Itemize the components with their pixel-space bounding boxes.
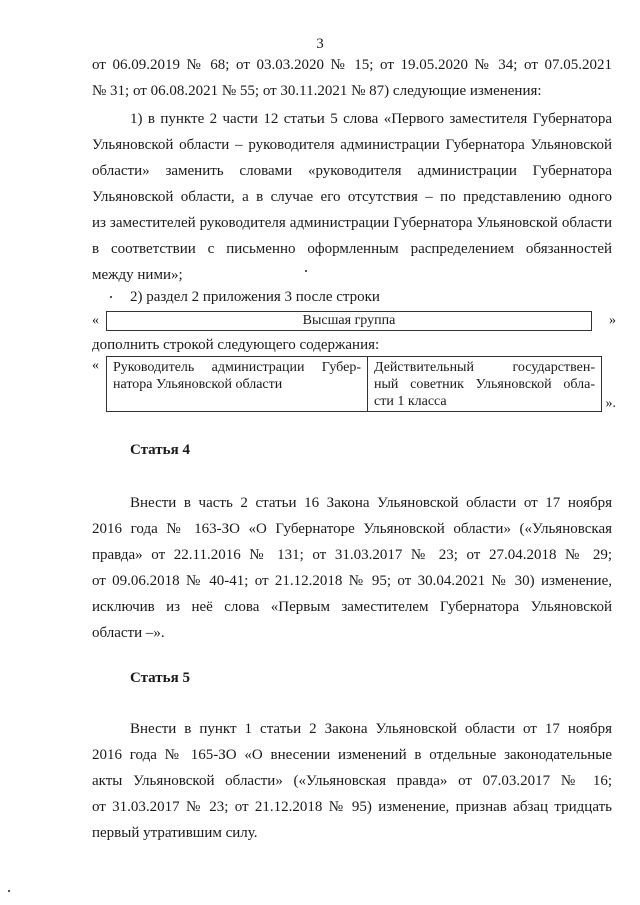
text-line: Ульяновской области – руководителя администрации Губернатора Ульяновской — [92, 137, 612, 153]
item-2-paragraph — [92, 284, 612, 310]
scan-speck — [8, 890, 10, 892]
text-line: первый утратившим силу. — [92, 825, 258, 841]
close-quote: » — [609, 313, 616, 328]
text-line: 1) в пункте 2 части 12 статьи 5 слова «Первого заместителя Губернатора — [130, 111, 612, 127]
item-1-paragraph — [92, 106, 612, 288]
text-line: между ними»; — [92, 267, 183, 283]
text-line: Ульяновской области, а в случае его отсутствия – по представлению одного — [92, 189, 612, 205]
group-row-box: Высшая группа — [106, 311, 592, 331]
text-line: правда» от 22.11.2016 № 131; от 31.03.2017 № 23; от 27.04.2018 № 29; — [92, 547, 612, 563]
open-quote: « — [92, 313, 99, 328]
text-line: области» заменить словами «руководителя администрации Губернатора — [92, 163, 612, 179]
text-line: от 09.06.2018 № 40-41; от 21.12.2018 № 95; от 30.04.2021 № 30) изменение, — [92, 573, 612, 589]
cell-line: Действительный государствен- — [374, 360, 595, 375]
cell-line: натора Ульяновской области — [113, 377, 283, 392]
cell-line: ный советник Ульяновской обла- — [374, 377, 595, 392]
scan-speck — [305, 270, 307, 272]
text-line: акты Ульяновской области» («Ульяновская правда» от 07.03.2017 № 16; — [92, 773, 612, 789]
open-quote: « — [92, 358, 99, 373]
text-line: 2016 года № 165-ЗО «О внесении изменений в отдельные законодательные — [92, 747, 612, 763]
article-5-heading: Статья 5 — [130, 670, 190, 686]
inserted-row — [92, 356, 616, 416]
text-line: в соответствии с письменно оформленным распределением обязанностей — [92, 241, 612, 257]
table-cell-position — [107, 357, 368, 411]
text-line: № 31; от 06.08.2021 № 55; от 30.11.2021 № 87) следующие изменения: — [92, 83, 542, 99]
text-line: 2016 года № 163-ЗО «О Губернаторе Ульяновской области» («Ульяновская — [92, 521, 612, 537]
position-table — [106, 356, 602, 412]
text-line: области –». — [92, 625, 165, 641]
scan-speck — [110, 296, 112, 298]
article-4-paragraph — [92, 490, 612, 646]
supplement-text: дополнить строкой следующего содержания: — [92, 337, 380, 353]
cell-line: Руководитель администрации Губер- — [113, 360, 361, 375]
article-4-heading: Статья 4 — [130, 442, 190, 458]
text-line: из заместителей руководителя администрации Губернатора Ульяновской области — [92, 215, 612, 231]
text-line: исключив из неё слова «Первым заместителем Губернатора Ульяновской — [92, 599, 612, 615]
text-line: от 06.09.2019 № 68; от 03.03.2020 № 15; от 19.05.2020 № 34; от 07.05.2021 — [92, 57, 612, 73]
text-line: от 31.03.2017 № 23; от 21.12.2018 № 95) изменение, признав абзац тридцать — [92, 799, 612, 815]
cell-line: сти 1 класса — [374, 394, 447, 409]
text-line: 2) раздел 2 приложения 3 после строки — [130, 289, 380, 305]
table-cell-rank — [368, 357, 601, 411]
text-line: Внести в пункт 1 статьи 2 Закона Ульяновской области от 17 ноября — [130, 721, 612, 737]
quoted-row — [92, 311, 616, 333]
text-line: Внести в часть 2 статьи 16 Закона Ульяновской области от 17 ноября — [130, 495, 612, 511]
article-5-paragraph — [92, 716, 612, 846]
close-quote: ». — [605, 396, 616, 411]
intro-paragraph — [92, 52, 612, 104]
page-number: 3 — [316, 36, 324, 52]
